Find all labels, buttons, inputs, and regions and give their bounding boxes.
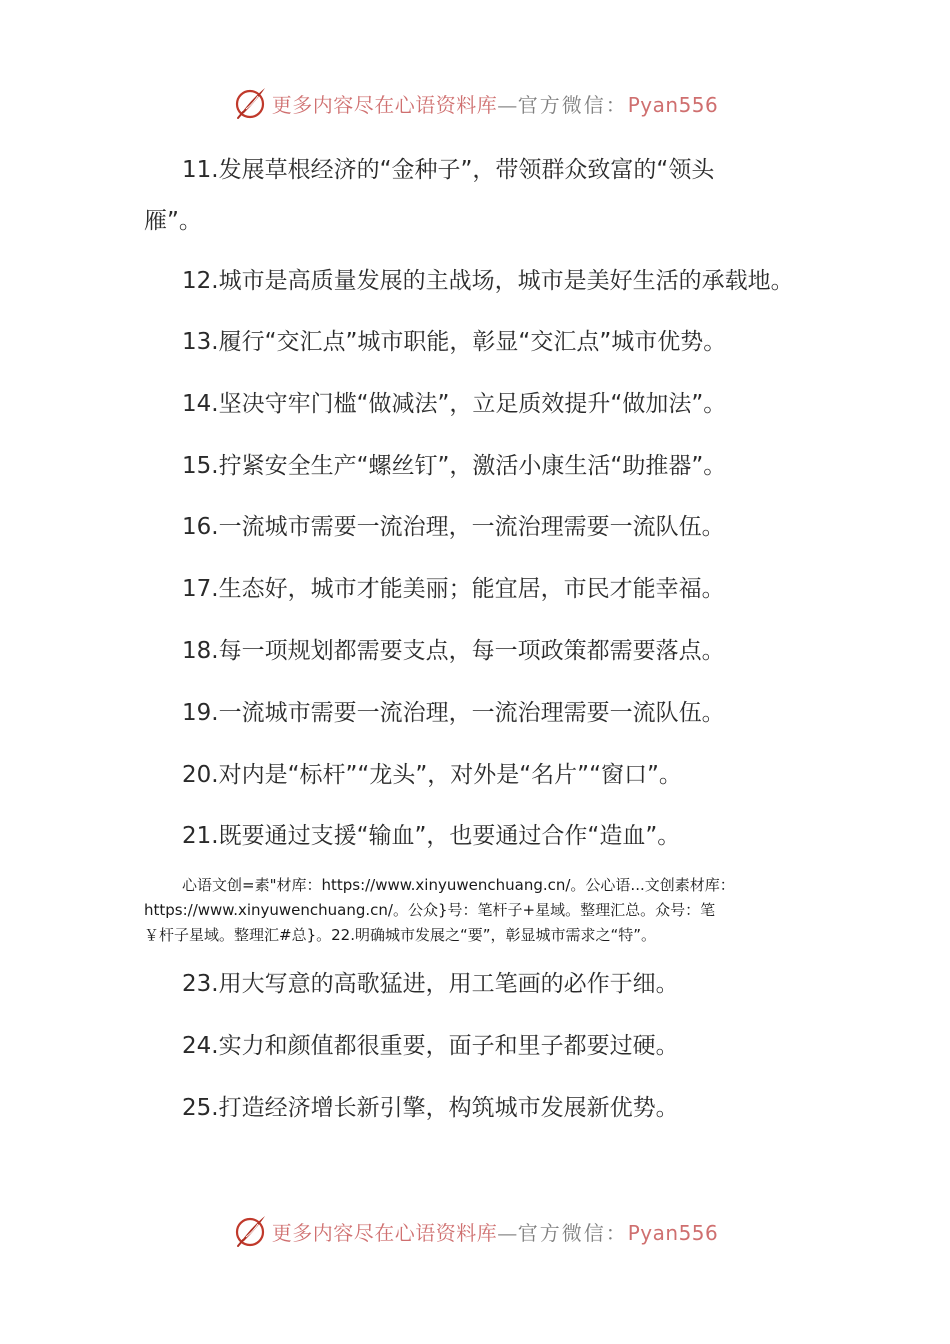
list-item-25: 25.打造经济增长新引擎，构筑城市发展新优势。 [182, 1095, 679, 1121]
list-item-14: 14.坚决守牢门槛“做减法”，立足质效提升“做加法”。 [182, 391, 727, 417]
list-item-17: 17.生态好，城市才能美丽；能宜居，市民才能幸福。 [182, 576, 725, 602]
footer-site-name: 更多内容尽在心语资料库 [271, 1220, 498, 1245]
footer-banner [0, 1211, 950, 1251]
feather-pen-logo-icon [232, 85, 268, 121]
banner-dash: — [497, 92, 518, 117]
watermark-note-line2: https://www.xinyuwenchuang.cn/。公众}号：笔杆子+星域。整理汇总。众号：笔 [144, 901, 716, 919]
list-item-11-line1: 11.发展草根经济的“金种子”，带领群众致富的“领头 [182, 157, 715, 183]
banner-wechat-id: Pyan556 [627, 92, 719, 117]
list-item-18: 18.每一项规划都需要支点，每一项政策都需要落点。 [182, 638, 725, 664]
watermark-note-line3: ￥杆子星域。整理汇#总}。22.明确城市发展之“要”，彰显城市需求之“特”。 [144, 926, 657, 944]
list-item-19: 19.一流城市需要一流治理，一流治理需要一流队伍。 [182, 700, 725, 726]
watermark-note-line1: 心语文创=素"材库：https://www.xinyuwenchuang.cn/。公心语...文创素材库： [182, 876, 735, 894]
banner-official-label: 官方微信： [517, 92, 628, 117]
banner-site-name: 更多内容尽在心语资料库 [271, 92, 498, 117]
list-item-21: 21.既要通过支援“输血”，也要通过合作“造血”。 [182, 823, 681, 849]
list-item-24: 24.实力和颜值都很重要，面子和里子都要过硬。 [182, 1033, 679, 1059]
footer-official-label: 官方微信： [517, 1220, 628, 1245]
list-item-15: 15.拧紧安全生产“螺丝钉”，激活小康生活“助推器”。 [182, 453, 727, 479]
list-item-11-line2: 雁”。 [144, 208, 202, 234]
list-item-20: 20.对内是“标杆”“龙头”，对外是“名片”“窗口”。 [182, 762, 682, 788]
footer-dash: — [497, 1220, 518, 1245]
list-item-23: 23.用大写意的高歌猛进，用工笔画的必作于细。 [182, 971, 679, 997]
header-banner [0, 83, 950, 123]
footer-wechat-id: Pyan556 [627, 1220, 719, 1245]
feather-pen-logo-icon [232, 1213, 268, 1249]
list-item-12: 12.城市是高质量发展的主战场，城市是美好生活的承载地。 [182, 268, 794, 294]
list-item-13: 13.履行“交汇点”城市职能，彰显“交汇点”城市优势。 [182, 329, 727, 355]
list-item-16: 16.一流城市需要一流治理，一流治理需要一流队伍。 [182, 514, 725, 540]
